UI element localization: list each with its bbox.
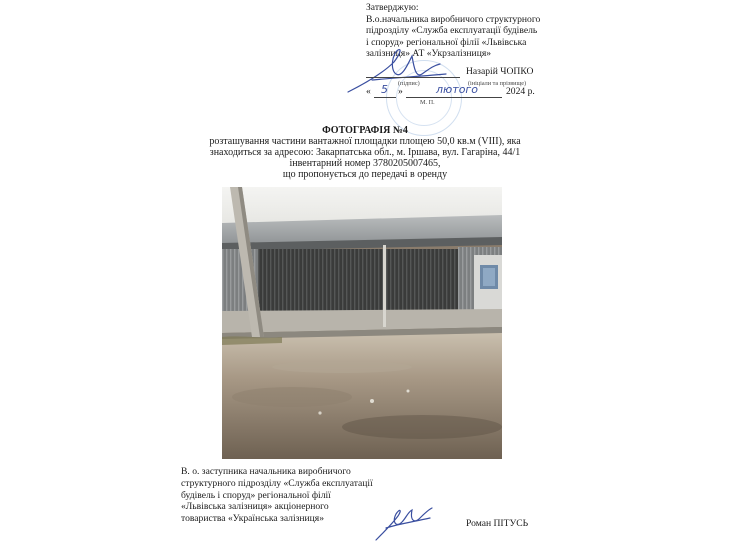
approval-line: В.о.начальника виробничого структурного	[366, 13, 541, 25]
footer-signer-name: Роман ПІТУСЬ	[466, 518, 529, 529]
approval-line: і споруд» регіональної філії «Львівська	[366, 36, 527, 48]
description-line: розташування частини вантажної площадки площею 50,0 кв.м (VIII), яка	[209, 136, 521, 147]
footer-line: товариства «Українська залізниця»	[181, 513, 325, 525]
inventory-line: інвентарний номер 3780205007465,	[289, 158, 441, 169]
day-underline	[374, 97, 396, 98]
stamp-caption: М. П.	[420, 99, 435, 106]
loading-platform-photo-icon	[222, 187, 502, 459]
approval-line: підрозділу «Служба експлуатації будівель	[366, 25, 538, 37]
footer-line: будівель і споруд» регіональної філії	[181, 489, 331, 501]
approver-signature-row	[366, 66, 536, 80]
signature-caption: (підпис)	[398, 80, 420, 87]
date-year: 2024 р.	[506, 86, 535, 97]
date-close-quote: »	[398, 86, 403, 97]
footer-line: структурного підрозділу «Служба експлуатації	[181, 477, 373, 489]
footer-line: «Львівська залізниця» акціонерного	[181, 501, 329, 513]
site-photo	[222, 187, 502, 459]
address-line: знаходиться за адресою: Закарпатська обл., м. Іршава, вул. Гагаріна, 44/1	[209, 147, 521, 158]
date-day: 5	[381, 83, 388, 96]
purpose-line: що пропонується до передачі в оренду	[282, 169, 448, 180]
month-underline	[406, 97, 502, 98]
document-title: ФОТОГРАФІЯ №4	[322, 125, 408, 136]
footer-line: В. о. заступника начальника виробничого	[181, 466, 351, 477]
approver-name: Назарій ЧОПКО	[466, 66, 534, 77]
signature-underline	[366, 77, 460, 78]
approval-line: Затверджую:	[366, 2, 419, 13]
name-caption: (ініціали та прізвище)	[468, 80, 527, 87]
footer-signature-icon	[372, 502, 436, 544]
date-month: лютого	[436, 83, 478, 96]
date-open-quote: «	[366, 86, 371, 97]
approval-line: залізниця» АТ «Укрзалізниця»	[366, 48, 492, 60]
